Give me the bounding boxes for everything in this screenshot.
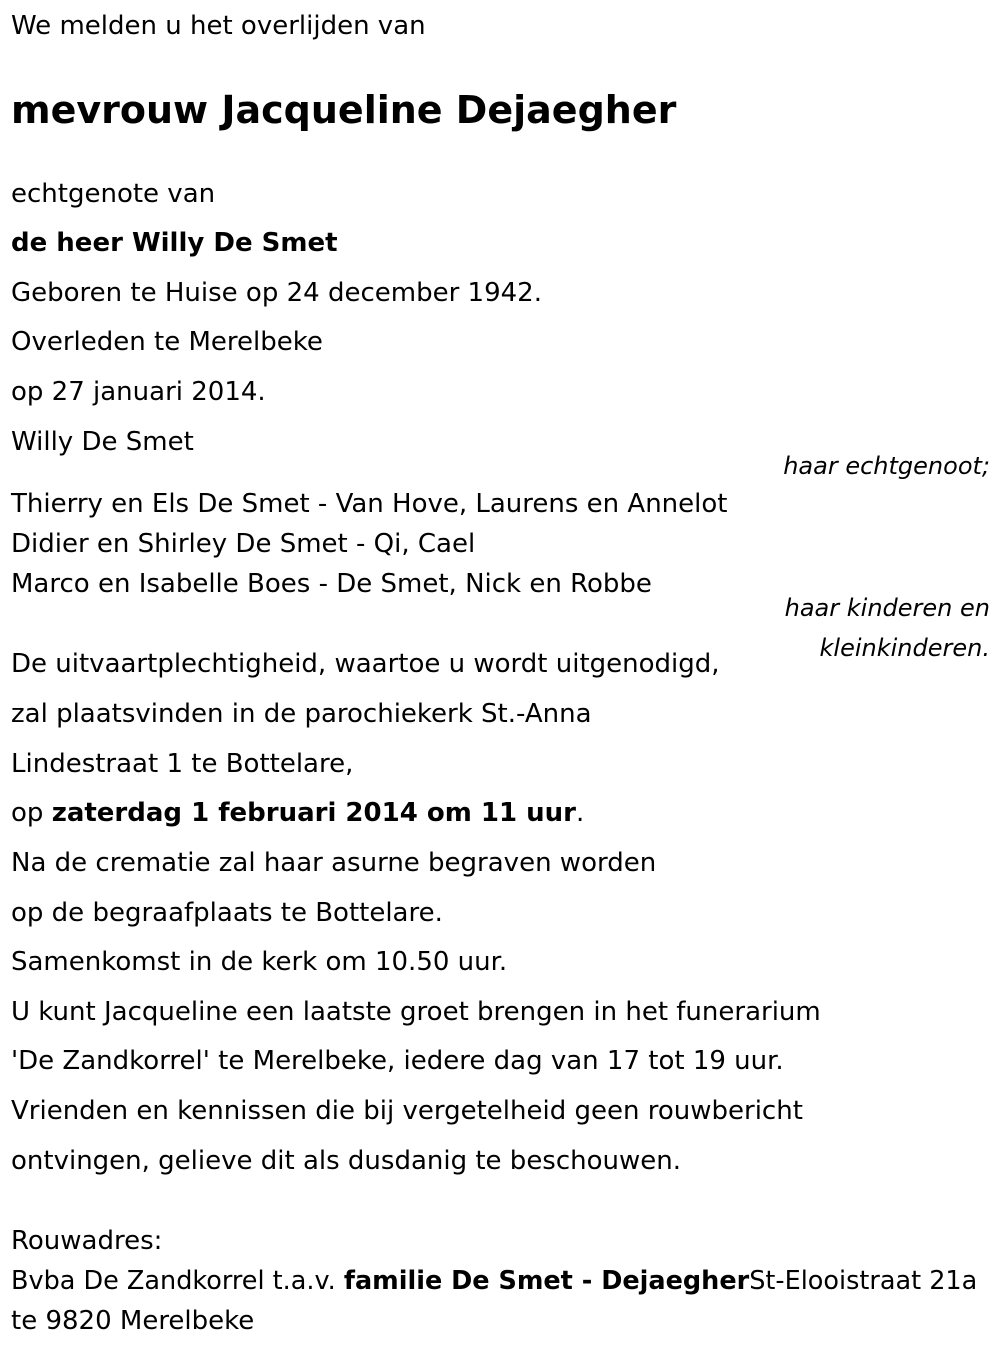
address-city: te 9820 Merelbeke — [11, 1306, 255, 1336]
notice-line-2: ontvingen, gelieve dit als dusdanig te beschouwen. — [11, 1146, 682, 1176]
visit-line-2: 'De Zandkorrel' te Merelbeke, iedere dag van 17 tot 19 uur. — [11, 1046, 784, 1076]
gathering-info: Samenkomst in de kerk om 10.50 uur. — [11, 947, 508, 977]
visit-line-1: U kunt Jacqueline een laatste groet brengen in het funerarium — [11, 997, 821, 1027]
address-prefix: Bvba De Zandkorrel t.a.v. — [11, 1266, 344, 1296]
children-role-line-2: kleinkinderen. — [819, 634, 990, 662]
address-line — [11, 1265, 977, 1297]
child-family-3: Marco en Isabelle Boes - De Smet, Nick en Robbe — [11, 569, 652, 599]
ceremony-line-1: De uitvaartplechtigheid, waartoe u wordt uitgenodigd, — [11, 649, 720, 679]
spouse-name: de heer Willy De Smet — [11, 228, 338, 258]
spouse-mourner: Willy De Smet — [11, 427, 194, 457]
address-family: familie De Smet - Dejaegher — [343, 1266, 750, 1296]
spouse-intro: echtgenote van — [11, 179, 216, 209]
ceremony-date-suffix: . — [575, 798, 585, 828]
ceremony-line-2: zal plaatsvinden in de parochiekerk St.-Anna — [11, 699, 592, 729]
birth-info: Geboren te Huise op 24 december 1942. — [11, 278, 542, 308]
burial-line-1: Na de crematie zal haar asurne begraven worden — [11, 848, 657, 878]
burial-line-2: op de begraafplaats te Bottelare. — [11, 898, 443, 928]
ceremony-date-prefix: op — [11, 798, 52, 828]
address-label: Rouwadres: — [11, 1226, 163, 1256]
child-family-2: Didier en Shirley De Smet - Qi, Cael — [11, 529, 476, 559]
death-date: op 27 januari 2014. — [11, 377, 266, 407]
child-family-1: Thierry en Els De Smet - Van Hove, Laurens en Annelot — [11, 489, 728, 519]
ceremony-date-bold: zaterdag 1 februari 2014 om 11 uur — [51, 798, 576, 828]
ceremony-line-3: Lindestraat 1 te Bottelare, — [11, 749, 354, 779]
children-role-line-1: haar kinderen en — [784, 594, 990, 622]
intro-text: We melden u het overlijden van — [11, 11, 426, 41]
ceremony-date — [11, 797, 584, 829]
death-place: Overleden te Merelbeke — [11, 327, 323, 357]
address-street: St-Elooistraat 21a — [749, 1266, 978, 1296]
deceased-name: mevrouw Jacqueline Dejaegher — [11, 88, 677, 132]
spouse-role: haar echtgenoot; — [783, 452, 990, 480]
notice-line-1: Vrienden en kennissen die bij vergetelheid geen rouwbericht — [11, 1096, 803, 1126]
